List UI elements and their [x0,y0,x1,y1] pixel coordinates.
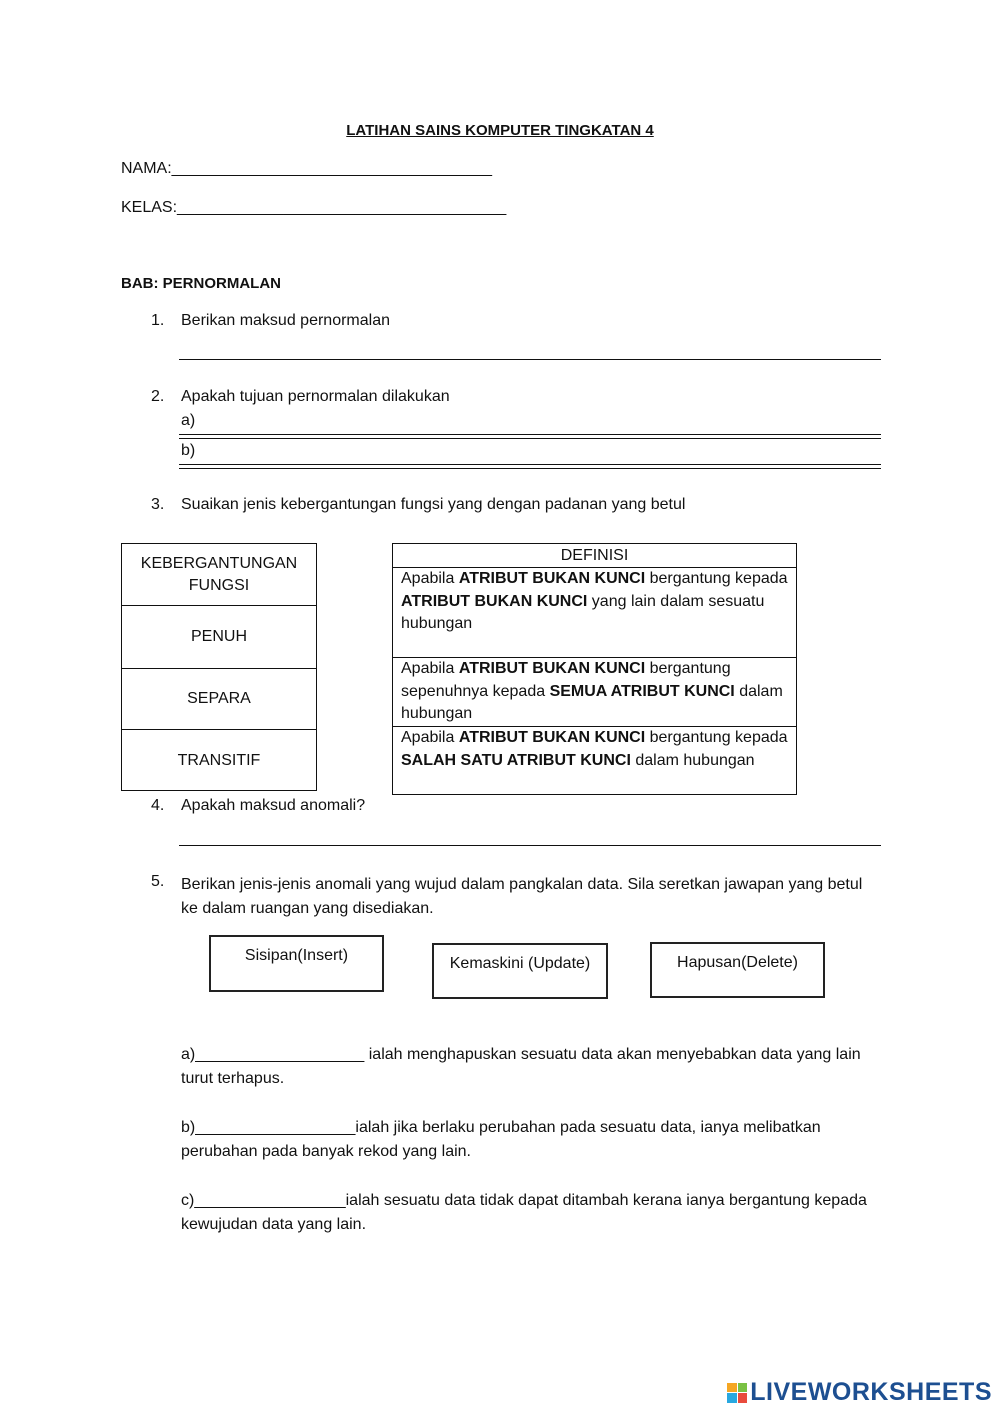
definition-row[interactable]: Apabila ATRIBUT BUKAN KUNCI bergantung kepada ATRIBUT BUKAN KUNCI yang lain dalam sesuatu hubungan [393,567,796,657]
q2-number: 2. [151,388,165,405]
q2-a-answer-line[interactable] [179,434,881,439]
nama-field: NAMA:____________________________________ [121,160,493,177]
liveworksheets-logo [727,1378,992,1407]
q1-answer-line[interactable] [179,359,881,360]
q2-text: Apakah tujuan pernormalan dilakukan [181,388,450,405]
dependency-table-header [122,544,316,605]
q5-number: 5. [151,873,165,890]
q2-a-label: a) [181,412,196,429]
definition-row[interactable]: Apabila ATRIBUT BUKAN KUNCI bergantung sepenuhnya kepada SEMUA ATRIBUT KUNCI dalam hubungan [393,657,796,726]
q4-text: Apakah maksud anomali? [181,797,366,814]
dependency-header-line-1: KEBERGANTUNGAN [140,555,298,572]
option-sisipan[interactable]: Sisipan(Insert) [209,935,384,992]
dependency-header-line-2: FUNGSI [188,577,250,594]
q1-number: 1. [151,312,165,329]
definition-row[interactable]: Apabila ATRIBUT BUKAN KUNCI bergantung kepada SALAH SATU ATRIBUT KUNCI dalam hubungan [393,726,796,794]
dependency-row-separa: SEPARA [122,668,316,729]
definition-table-header: DEFINISI [560,546,629,564]
dependency-row-penuh: PENUH [122,605,316,668]
q2-b-answer-line[interactable] [179,464,881,469]
q4-number: 4. [151,797,165,814]
q5-b-blank[interactable]: b)__________________ [181,1119,356,1136]
page-title: LATIHAN SAINS KOMPUTER TINGKATAN 4 [346,122,654,139]
q2-b-label: b) [181,442,196,459]
q5-c-paragraph: c)_________________ialah sesuatu data tidak dapat ditambah kerana ianya bergantung kepada kewujudan data yang lain. [181,1192,867,1233]
q4-answer-line[interactable] [179,845,881,846]
dependency-table [121,543,317,791]
q5-c-blank[interactable]: c)_________________ [181,1192,346,1209]
option-hapusan[interactable]: Hapusan(Delete) [650,942,825,998]
q5-b-paragraph: b)__________________ialah jika berlaku perubahan pada sesuatu data, ianya melibatkan perubahan pada banyak rekod yang lain. [181,1119,821,1160]
option-kemaskini[interactable]: Kemaskini (Update) [432,943,608,999]
definition-table [392,543,797,795]
logo-text: LIVEWORKSHEETS [750,1378,992,1406]
q3-text: Suaikan jenis kebergantungan fungsi yang dengan padanan yang betul [181,496,686,513]
q5-a-blank[interactable]: a)___________________ [181,1046,365,1063]
dependency-row-transitif: TRANSITIF [122,729,316,791]
kelas-field: KELAS:_____________________________________ [121,199,507,216]
q3-number: 3. [151,496,165,513]
logo-icon [727,1383,747,1403]
chapter-heading: BAB: PERNORMALAN [121,275,281,292]
q5-a-paragraph: a)___________________ ialah menghapuskan sesuatu data akan menyebabkan data yang lain turut terhapus. [181,1046,861,1087]
q5-text: Berikan jenis-jenis anomali yang wujud dalam pangkalan data. Sila seretkan jawapan yang betul ke dalam ruangan yang disediakan. [181,876,863,917]
q1-text: Berikan maksud pernormalan [181,312,390,329]
